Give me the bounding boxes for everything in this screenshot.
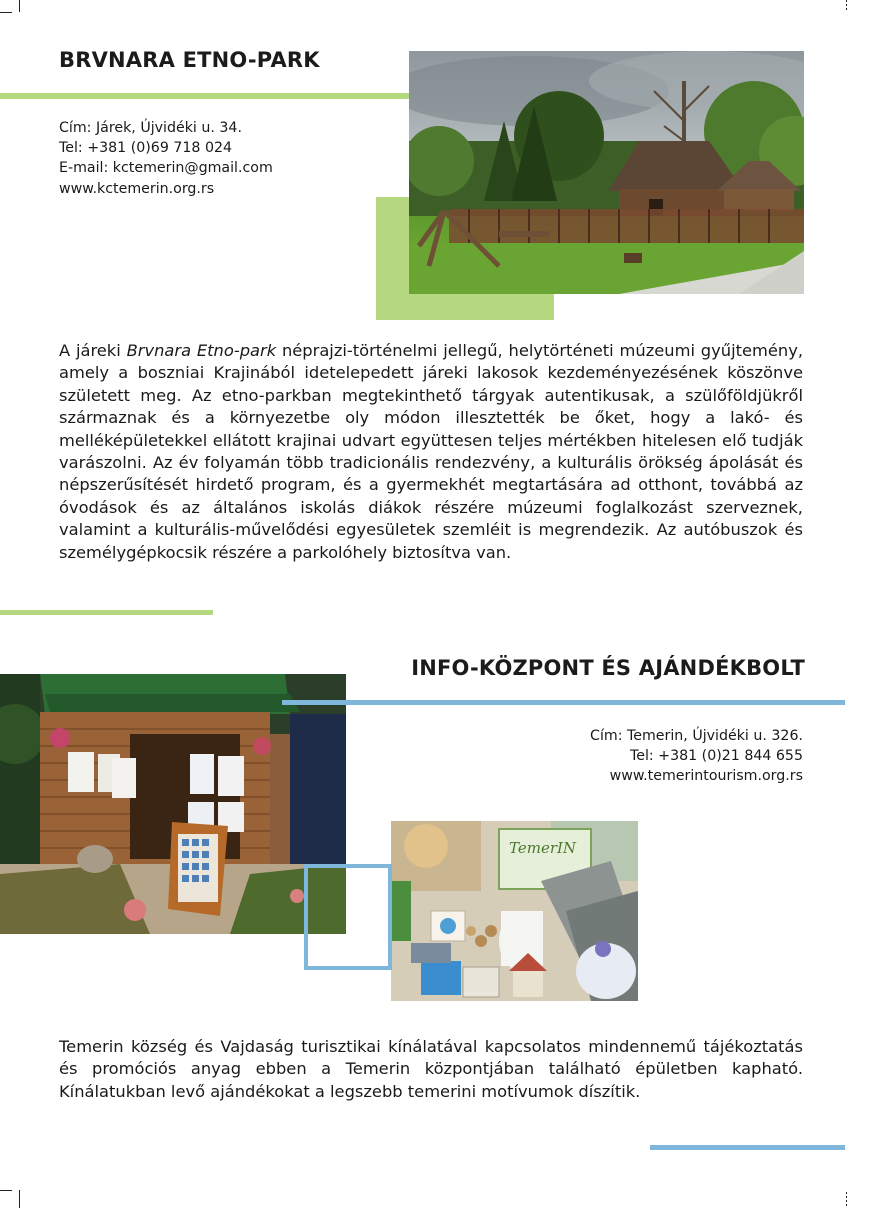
description-text: néprajzi-történelmi jellegű, helytörténeti múzeumi gyűjtemény, amely a boszniai Krajinából idetelepedett járeki lakosok kezdeményezésének köszönve született meg. Az etno-parkban megtekinthető tárgyak autentikusak, a szülőföldjükről származnak és a környezetbe oly módon illesztették be őket, hogy a lakó- és melléképületekkel ellátott krajinai udvart együttesen teljes mértékben hitelesen elő tudják varászolni. Az év folyamán több tradicionális rendezvény, a kulturális örökség ápolását és népszerűsítését hirdető program, és a gyermekhét megtartására ad otthont, továbbá az óvodások és az általános iskolás diákok részére múzeumi foglalkozást szerveznek, valamint a kulturális-művelődési egyesületek szemléit is megrendezik. Az autóbuszok és személygépkocsik részére a parkolóhely biztosítva van.: [59, 341, 804, 562]
contact-phone: Tel: +381 (0)21 844 655: [629, 748, 803, 765]
section-title: INFO-KÖZPONT ÉS AJÁNDÉKBOLT: [411, 656, 805, 680]
etno-park-photo: [409, 51, 804, 294]
souvenirs-photo: [391, 821, 638, 1001]
contact-email[interactable]: E-mail: kctemerin@gmail.com: [59, 160, 273, 177]
contact-website[interactable]: www.temerintourism.org.rs: [609, 768, 803, 785]
crop-mark: [0, 12, 12, 13]
photo-accent-frame: [304, 864, 392, 970]
contact-block: [59, 118, 273, 199]
title-underline: [282, 700, 845, 705]
etno-park-description: [59, 340, 803, 564]
gift-shop-photo: [0, 674, 346, 934]
info-center-description: Temerin község és Vajdaság turisztikai kínálatával kapcsolatos mindennemű tájékoztatás és promóciós anyag ebben a Temerin központjában található épületben kapható. Kínálatukban levő ajándékokat a legszebb temerini motívumok díszítik.: [59, 1037, 803, 1101]
sign-text: TemerIN: [509, 839, 577, 857]
contact-website[interactable]: www.kctemerin.org.rs: [59, 180, 215, 197]
crop-mark: [846, 1192, 847, 1206]
contact-phone: Tel: +381 (0)69 718 024: [59, 140, 233, 157]
section-title: BRVNARA ETNO-PARK: [59, 48, 320, 72]
contact-block: [590, 726, 803, 787]
contact-address: Cím: Temerin, Újvidéki u. 326.: [590, 728, 803, 744]
description-text: A járeki: [59, 341, 127, 360]
section-divider: [650, 1145, 845, 1150]
section-divider: [0, 610, 213, 615]
crop-mark: [0, 1190, 12, 1191]
crop-mark: [19, 0, 20, 12]
description-emphasis: Brvnara Etno-park: [126, 341, 277, 360]
crop-mark: [846, 0, 847, 10]
crop-mark: [19, 1190, 20, 1208]
contact-address: Cím: Járek, Újvidéki u. 34.: [59, 120, 242, 136]
